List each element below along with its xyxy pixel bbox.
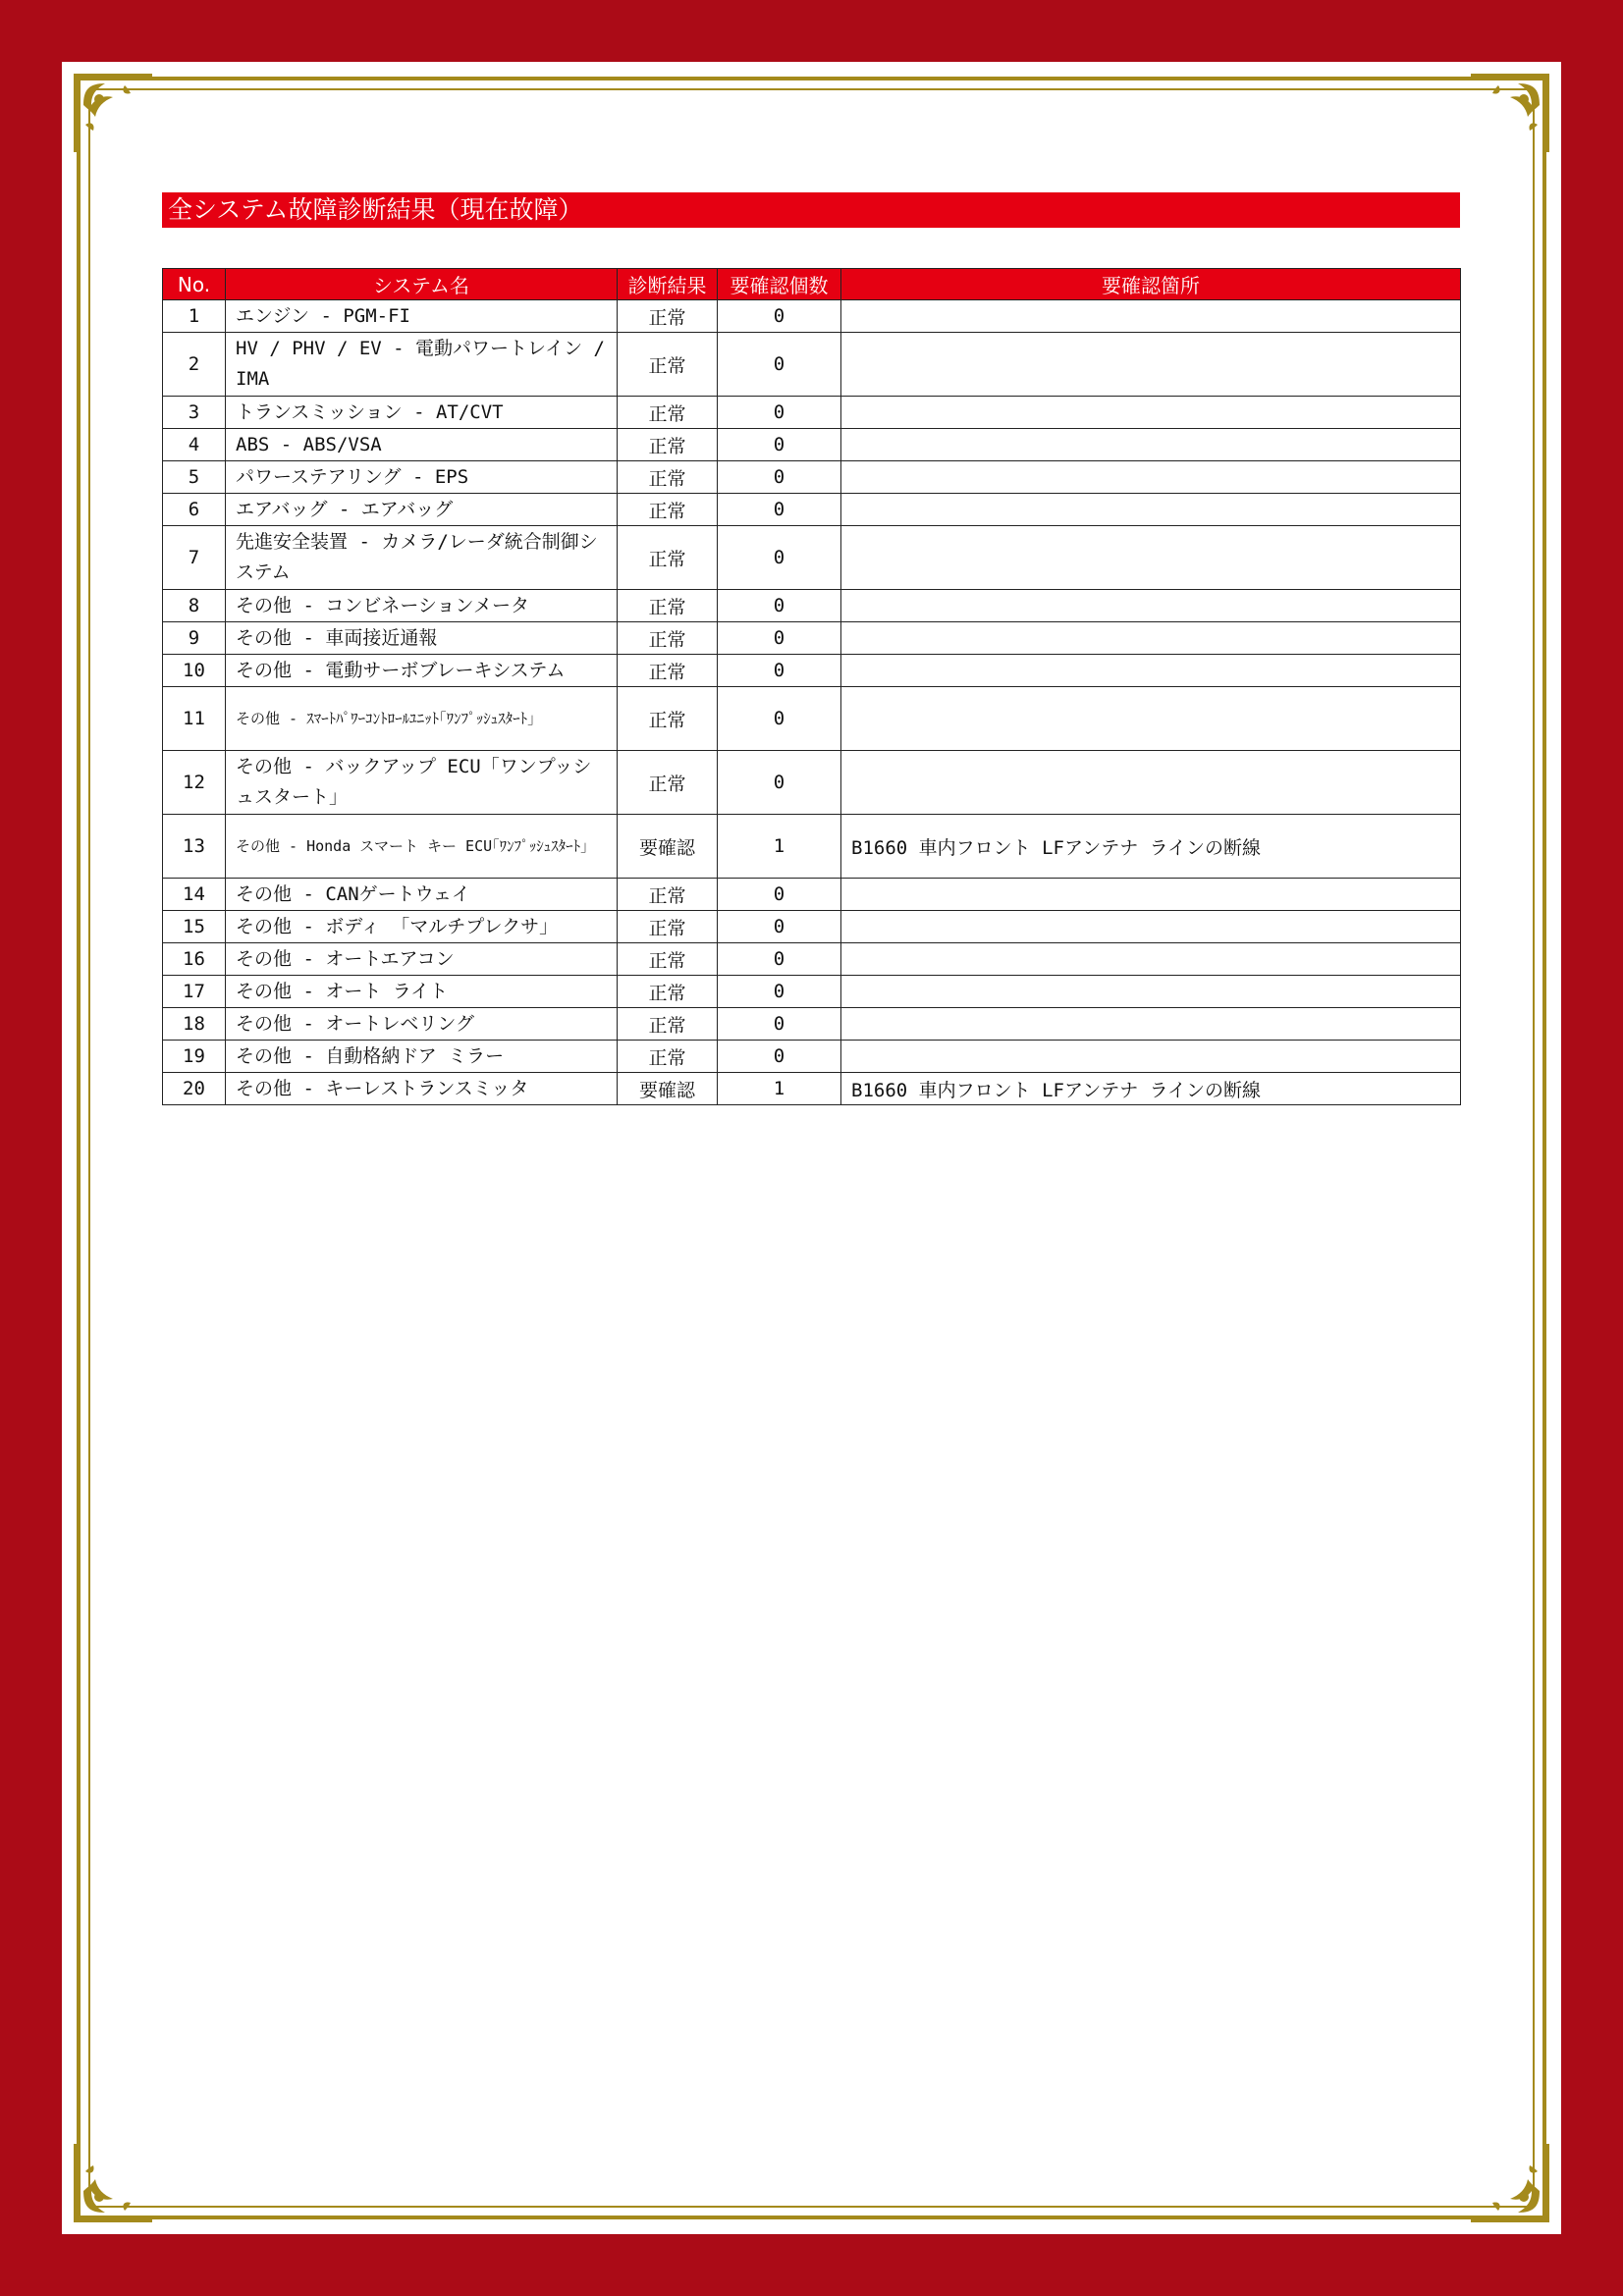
row-result: 正常 [618, 622, 718, 655]
row-count: 0 [718, 751, 841, 815]
row-system: その他 - キーレストランスミッタ [226, 1073, 618, 1105]
row-location [841, 879, 1461, 911]
row-no: 1 [163, 300, 226, 333]
table-row [163, 943, 1461, 976]
row-result: 正常 [618, 397, 718, 429]
table-row [163, 655, 1461, 687]
row-no: 20 [163, 1073, 226, 1105]
table-row [163, 461, 1461, 494]
row-count: 1 [718, 1073, 841, 1105]
row-no: 9 [163, 622, 226, 655]
row-location [841, 526, 1461, 590]
row-no: 7 [163, 526, 226, 590]
table-row [163, 687, 1461, 751]
row-result: 正常 [618, 526, 718, 590]
row-count: 0 [718, 622, 841, 655]
report-page [62, 62, 1561, 2234]
row-result: 正常 [618, 1008, 718, 1041]
row-system: エアバッグ - エアバッグ [226, 494, 618, 526]
table-row [163, 622, 1461, 655]
row-system: その他 - Honda スマート キー ECU｢ﾜﾝﾌﾟｯｼｭｽﾀｰﾄ｣ [226, 815, 618, 879]
row-location [841, 911, 1461, 943]
header-system-name: システム名 [226, 269, 618, 300]
row-location [841, 1008, 1461, 1041]
row-count: 0 [718, 976, 841, 1008]
header-location: 要確認箇所 [841, 269, 1461, 300]
diagnosis-table [162, 268, 1461, 1105]
header-count: 要確認個数 [718, 269, 841, 300]
table-row [163, 333, 1461, 397]
row-system: パワーステアリング - EPS [226, 461, 618, 494]
corner-ornament-icon [1463, 66, 1557, 160]
table-row [163, 429, 1461, 461]
row-system: エンジン - PGM-FI [226, 300, 618, 333]
row-location [841, 976, 1461, 1008]
row-count: 0 [718, 655, 841, 687]
row-location [841, 655, 1461, 687]
row-no: 5 [163, 461, 226, 494]
row-result: 正常 [618, 1041, 718, 1073]
row-count: 0 [718, 687, 841, 751]
table-row [163, 879, 1461, 911]
row-result: 正常 [618, 976, 718, 1008]
row-result: 正常 [618, 687, 718, 751]
table-row [163, 1041, 1461, 1073]
row-count: 0 [718, 461, 841, 494]
row-location [841, 300, 1461, 333]
row-location [841, 494, 1461, 526]
row-count: 0 [718, 429, 841, 461]
row-result: 正常 [618, 429, 718, 461]
row-result: 正常 [618, 911, 718, 943]
row-result: 正常 [618, 751, 718, 815]
row-count: 0 [718, 526, 841, 590]
row-count: 0 [718, 1041, 841, 1073]
row-system: その他 - バックアップ ECU「ワンプッシュスタート」 [226, 751, 618, 815]
row-result: 要確認 [618, 1073, 718, 1105]
table-row [163, 526, 1461, 590]
row-no: 15 [163, 911, 226, 943]
row-count: 0 [718, 494, 841, 526]
row-no: 11 [163, 687, 226, 751]
row-system: HV / PHV / EV - 電動パワートレイン /IMA [226, 333, 618, 397]
row-system: その他 - ボディ 「マルチプレクサ」 [226, 911, 618, 943]
row-count: 1 [718, 815, 841, 879]
row-result: 正常 [618, 461, 718, 494]
row-location [841, 943, 1461, 976]
row-system: トランスミッション - AT/CVT [226, 397, 618, 429]
row-location [841, 429, 1461, 461]
table-row [163, 1008, 1461, 1041]
table-row [163, 494, 1461, 526]
row-count: 0 [718, 911, 841, 943]
row-result: 正常 [618, 943, 718, 976]
table-row [163, 751, 1461, 815]
row-system: その他 - コンビネーションメータ [226, 590, 618, 622]
row-location [841, 687, 1461, 751]
table-row [163, 1073, 1461, 1105]
row-system: その他 - 電動サーボブレーキシステム [226, 655, 618, 687]
row-no: 4 [163, 429, 226, 461]
corner-ornament-icon [66, 66, 160, 160]
row-no: 18 [163, 1008, 226, 1041]
row-system: その他 - オートエアコン [226, 943, 618, 976]
row-no: 17 [163, 976, 226, 1008]
row-location [841, 622, 1461, 655]
row-count: 0 [718, 879, 841, 911]
table-row [163, 397, 1461, 429]
row-no: 13 [163, 815, 226, 879]
row-system: ABS - ABS/VSA [226, 429, 618, 461]
row-result: 正常 [618, 333, 718, 397]
row-count: 0 [718, 1008, 841, 1041]
row-system: その他 - 車両接近通報 [226, 622, 618, 655]
table-header-row [163, 269, 1461, 300]
row-system: その他 - オート ライト [226, 976, 618, 1008]
row-result: 正常 [618, 879, 718, 911]
row-result: 正常 [618, 655, 718, 687]
table-row [163, 911, 1461, 943]
row-system: その他 - ｽﾏｰﾄﾊﾟﾜｰｺﾝﾄﾛｰﾙﾕﾆｯﾄ｢ﾜﾝﾌﾟｯｼｭｽﾀｰﾄ｣ [226, 687, 618, 751]
corner-ornament-icon [1463, 2136, 1557, 2230]
row-location: B1660 車内フロント LFアンテナ ラインの断線 [841, 815, 1461, 879]
row-system: その他 - CANゲートウェイ [226, 879, 618, 911]
row-no: 12 [163, 751, 226, 815]
row-no: 16 [163, 943, 226, 976]
table-row [163, 590, 1461, 622]
table-row [163, 300, 1461, 333]
row-location [841, 751, 1461, 815]
row-no: 10 [163, 655, 226, 687]
row-no: 2 [163, 333, 226, 397]
row-location [841, 397, 1461, 429]
page-title: 全システム故障診断結果（現在故障） [162, 192, 1460, 228]
row-location [841, 1041, 1461, 1073]
row-system: その他 - オートレベリング [226, 1008, 618, 1041]
table-row [163, 815, 1461, 879]
row-count: 0 [718, 300, 841, 333]
row-system: その他 - 自動格納ドア ミラー [226, 1041, 618, 1073]
header-result: 診断結果 [618, 269, 718, 300]
row-count: 0 [718, 943, 841, 976]
row-location: B1660 車内フロント LFアンテナ ラインの断線 [841, 1073, 1461, 1105]
row-no: 8 [163, 590, 226, 622]
row-count: 0 [718, 590, 841, 622]
row-system: 先進安全装置 - カメラ/レーダ統合制御システム [226, 526, 618, 590]
row-result: 正常 [618, 590, 718, 622]
row-result: 要確認 [618, 815, 718, 879]
row-no: 3 [163, 397, 226, 429]
table-row [163, 976, 1461, 1008]
header-no: No. [163, 269, 226, 300]
row-location [841, 590, 1461, 622]
row-count: 0 [718, 397, 841, 429]
row-result: 正常 [618, 494, 718, 526]
row-no: 6 [163, 494, 226, 526]
row-count: 0 [718, 333, 841, 397]
corner-ornament-icon [66, 2136, 160, 2230]
row-location [841, 461, 1461, 494]
row-result: 正常 [618, 300, 718, 333]
row-no: 14 [163, 879, 226, 911]
row-no: 19 [163, 1041, 226, 1073]
row-location [841, 333, 1461, 397]
